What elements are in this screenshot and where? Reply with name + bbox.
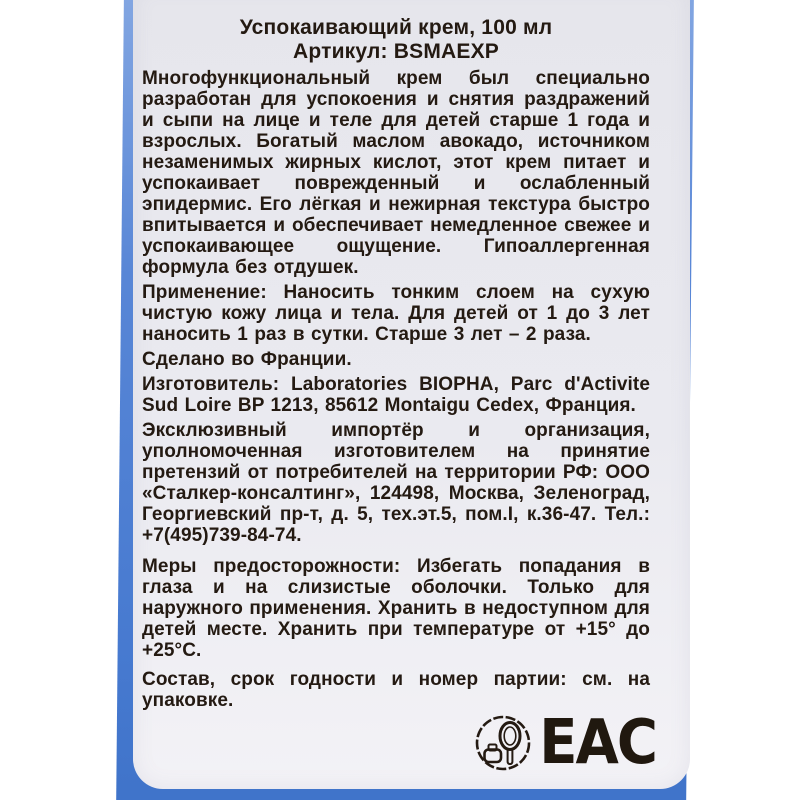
product-sku: Артикул: BSMAEXP (292, 40, 500, 63)
composition-paragraph: Состав, срок годности и номер партии: см. на упаковке. (142, 669, 650, 711)
description-paragraph: Многофункциональный крем был специально разработан для успокоения и снятия раздражений и сыпи на лице и теле для детей старше 1 года и взрослых. Богатый маслом авокадо, источником незаменимых жирных кислот, этот крем питает и успокаивает поврежденный и ослабленный эпидермис. Его лёгкая и нежирная текстура быстро впитывается и обеспечивает немедленное свежее и успокаивающее ощущение. Гипоаллергенная формула без отдушек. (142, 68, 650, 278)
precautions-paragraph: Меры предосторожности: Избегать попадания в глаза и на слизистые оболочки. Только для наружного применения. Хранить в недоступном для детей месте. Хранить при температуре от +15° до +25°С. (142, 556, 650, 661)
label-text-block (133, 0, 690, 711)
cosmetics-mirror-icon (474, 711, 534, 775)
manufacturer-paragraph: Изготовитель: Laboratories BIOPHA, Parc d'Activite Sud Loire BP 1213, 85612 Montaigu Cedex, Франция. (142, 374, 650, 416)
origin-line: Сделано во Франции. (142, 349, 352, 370)
importer-paragraph: Эксклюзивный импортёр и организация, уполномоченная изготовителем на принятие претензий от потребителей на территории РФ: ООО «Сталкер-консалтинг», 124498, Москва, Зеленоград, Георгиевский пр-т, д. 5, тех.эт.5, пом.I, к.36-47. Тел.: +7(495)739-84-74. (142, 420, 650, 546)
product-label (133, 0, 690, 789)
application-paragraph: Применение: Наносить тонким слоем на сухую чистую кожу лица и тела. Для детей от 1 до 3 лет наносить 1 раз в сутки. Старше 3 лет – 2 раза. (142, 282, 650, 345)
certification-marks (474, 706, 656, 779)
eac-mark-icon: ЕАС (539, 706, 656, 779)
product-title: Успокаивающий крем, 100 мл (239, 16, 553, 39)
